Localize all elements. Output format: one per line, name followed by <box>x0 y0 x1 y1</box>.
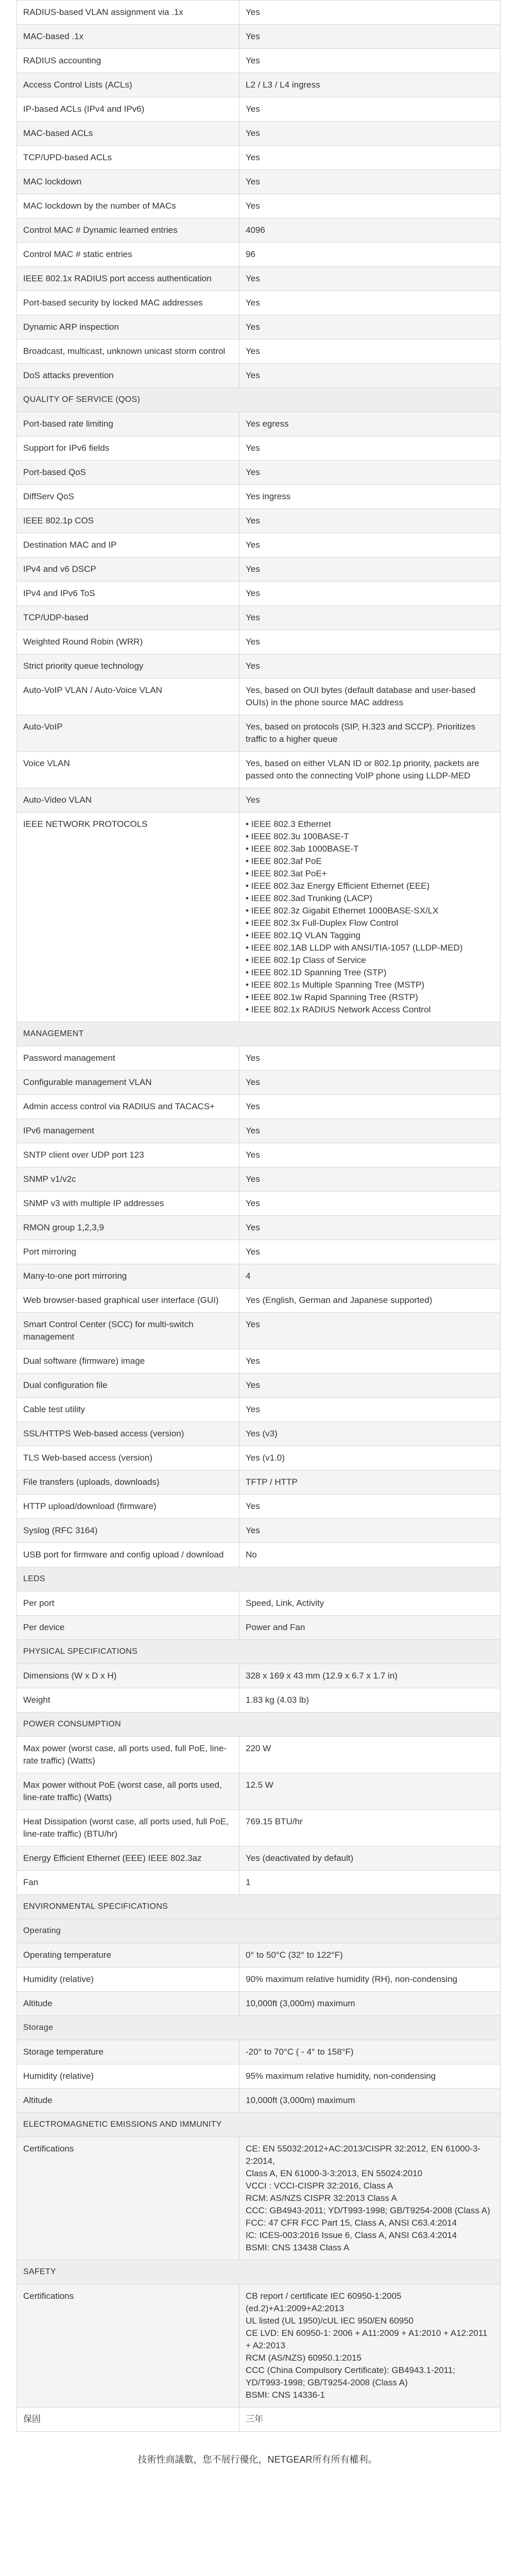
spec-row <box>17 1312 500 1349</box>
section-title: LEDS <box>23 1574 45 1583</box>
spec-value: Yes <box>246 1174 260 1184</box>
section-header-row <box>17 2112 500 2137</box>
spec-row <box>17 2407 500 2431</box>
spec-value: 0° to 50°C (32° to 122°F) <box>246 1950 343 1960</box>
spec-label: Energy Efficient Ethernet (EEE) IEEE 802.3az <box>17 1846 239 1870</box>
spec-label: MAC-based ACLs <box>17 122 239 145</box>
spec-row <box>17 2040 500 2064</box>
spec-row <box>17 315 500 339</box>
spec-row <box>17 1494 500 1518</box>
spec-row <box>17 1688 500 1712</box>
spec-value: Yes <box>246 7 260 17</box>
section-header-row <box>17 1894 500 1919</box>
spec-label: IPv6 management <box>17 1119 239 1143</box>
spec-row <box>17 266 500 291</box>
spec-row <box>17 1373 500 1397</box>
spec-row <box>17 0 500 24</box>
spec-label: IEEE 802.1p COS <box>17 509 239 533</box>
spec-value: Yes <box>246 1526 260 1535</box>
spec-value: Yes <box>246 443 260 453</box>
spec-value: Yes <box>246 370 260 380</box>
section-header-row <box>17 387 500 412</box>
spec-row <box>17 605 500 630</box>
spec-label: Control MAC # Dynamic learned entries <box>17 218 239 242</box>
spec-label: DoS attacks prevention <box>17 364 239 387</box>
spec-label: RMON group 1,2,3,9 <box>17 1216 239 1240</box>
spec-row <box>17 1264 500 1288</box>
section-title: PHYSICAL SPECIFICATIONS <box>23 1647 138 1656</box>
section-title: Storage <box>23 2023 54 2032</box>
spec-label: Cable test utility <box>17 1398 239 1421</box>
spec-value: -20° to 70°C ( - 4° to 158°F) <box>246 2047 354 2057</box>
spec-value: Yes <box>246 1319 260 1329</box>
spec-label: SNMP v3 with multiple IP addresses <box>17 1192 239 1215</box>
section-title: SAFETY <box>23 2267 57 2276</box>
spec-value: Yes <box>246 1247 260 1257</box>
spec-label: MAC-based .1x <box>17 25 239 48</box>
spec-row <box>17 751 500 788</box>
spec-value: 4096 <box>246 225 265 235</box>
spec-value: CB report / certificate IEC 60950-1:2005 (ed.2)+A1:2009+A2:2013 UL listed (UL 1950)/cUL IEC 950/EN 60950 CE LVD: EN 60950-1: 2006 + A11:2009 + A1:2010 + A12:2011 + A2:2013 RCM (AS/NZS) 60950.1:2015 CCC (China Compulsory Certificate): GB4943.1-2011; YD/T993-1998; GB/T9254-2008 (Class A) BSMI: CNS 14336-1 <box>246 2291 488 2400</box>
spec-row <box>17 412 500 436</box>
spec-table <box>16 0 501 2432</box>
footer-note: 技術性商議數，您不展行優化，NETGEAR所有所有權利。 <box>138 2454 377 2465</box>
spec-row <box>17 48 500 73</box>
spec-row <box>17 2284 500 2407</box>
spec-value: 769.15 BTU/hr <box>246 1817 303 1826</box>
spec-value: Yes ingress <box>246 492 291 501</box>
spec-row <box>17 1543 500 1567</box>
spec-label: Support for IPv6 fields <box>17 436 239 460</box>
spec-label: SNTP client over UDP port 123 <box>17 1143 239 1167</box>
spec-row <box>17 1349 500 1373</box>
spec-value: Yes (English, German and Japanese supported) <box>246 1295 433 1305</box>
spec-row <box>17 291 500 315</box>
spec-row <box>17 715 500 751</box>
spec-row <box>17 812 500 1022</box>
spec-value: Yes (deactivated by default) <box>246 1853 354 1863</box>
spec-label: RADIUS accounting <box>17 49 239 73</box>
spec-value: Yes <box>246 298 260 308</box>
spec-value: 220 W <box>246 1743 271 1753</box>
spec-label: Humidity (relative) <box>17 1968 239 1991</box>
spec-label: Syslog (RFC 3164) <box>17 1519 239 1543</box>
spec-label: Operating temperature <box>17 1943 239 1967</box>
spec-row <box>17 788 500 812</box>
spec-value: Yes <box>246 1126 260 1136</box>
spec-row <box>17 484 500 509</box>
spec-row <box>17 654 500 678</box>
spec-label: Dynamic ARP inspection <box>17 315 239 339</box>
spec-label: Altitude <box>17 2089 239 2112</box>
spec-label: TLS Web-based access (version) <box>17 1446 239 1470</box>
spec-row <box>17 460 500 484</box>
section-header-row <box>17 2015 500 2040</box>
spec-row <box>17 630 500 654</box>
spec-label: Humidity (relative) <box>17 2064 239 2088</box>
spec-label: Port-based rate limiting <box>17 412 239 436</box>
section-title: QUALITY OF SERVICE (QOS) <box>23 395 141 404</box>
spec-value: Yes <box>246 31 260 41</box>
spec-value: Yes <box>246 1198 260 1208</box>
spec-label: File transfers (uploads, downloads) <box>17 1470 239 1494</box>
spec-row <box>17 1591 500 1615</box>
spec-row <box>17 1615 500 1639</box>
spec-label: Storage temperature <box>17 2040 239 2064</box>
spec-label: Auto-VoIP <box>17 715 239 751</box>
section-title: ELECTROMAGNETIC EMISSIONS AND IMMUNITY <box>23 2120 222 2129</box>
spec-row <box>17 2088 500 2112</box>
spec-label: Control MAC # static entries <box>17 243 239 266</box>
spec-label: SSL/HTTPS Web-based access (version) <box>17 1422 239 1446</box>
spec-label: Web browser-based graphical user interface (GUI) <box>17 1289 239 1312</box>
spec-row <box>17 1288 500 1312</box>
spec-label: Per port <box>17 1591 239 1615</box>
spec-label: 保固 <box>17 2408 239 2431</box>
spec-label: Configurable management VLAN <box>17 1071 239 1094</box>
spec-row <box>17 533 500 557</box>
spec-row <box>17 1094 500 1118</box>
spec-label: IPv4 and v6 DSCP <box>17 557 239 581</box>
spec-row <box>17 218 500 242</box>
spec-row <box>17 1046 500 1070</box>
spec-value: Yes <box>246 588 260 598</box>
spec-value: Yes (v1.0) <box>246 1453 285 1463</box>
spec-row <box>17 1397 500 1421</box>
section-title: ENVIRONMENTAL SPECIFICATIONS <box>23 1902 168 1911</box>
section-header-row <box>17 1639 500 1664</box>
spec-row <box>17 1143 500 1167</box>
spec-value: Yes <box>246 152 260 162</box>
spec-label: Port-based security by locked MAC addresses <box>17 291 239 315</box>
spec-label: IPv4 and IPv6 ToS <box>17 582 239 605</box>
spec-label: IEEE 802.1x RADIUS port access authentication <box>17 267 239 291</box>
spec-label: DiffServ QoS <box>17 485 239 509</box>
spec-value: Yes <box>246 540 260 550</box>
spec-row <box>17 1736 500 1773</box>
spec-row <box>17 363 500 387</box>
spec-row <box>17 436 500 460</box>
section-header-row <box>17 1567 500 1591</box>
spec-row <box>17 121 500 145</box>
spec-value: Yes <box>246 637 260 647</box>
spec-value: Yes <box>246 467 260 477</box>
spec-label: Fan <box>17 1871 239 1894</box>
spec-value: 90% maximum relative humidity (RH), non-condensing <box>246 1974 457 1984</box>
spec-label: Auto-Video VLAN <box>17 788 239 812</box>
spec-row <box>17 1240 500 1264</box>
spec-value: 10,000ft (3,000m) maximum <box>246 1998 355 2008</box>
spec-label: TCP/UPD-based ACLs <box>17 146 239 170</box>
spec-value: Yes <box>246 177 260 187</box>
spec-value: Yes, based on OUI bytes (default database and user-based OUIs) in the phone source MAC address <box>246 685 476 707</box>
spec-value: Yes <box>246 128 260 138</box>
spec-value: Yes <box>246 1223 260 1232</box>
spec-label: Weighted Round Robin (WRR) <box>17 630 239 654</box>
spec-value: Yes <box>246 1501 260 1511</box>
spec-value: Yes <box>246 322 260 332</box>
spec-row <box>17 509 500 533</box>
section-header-row <box>17 1712 500 1736</box>
spec-value: Yes <box>246 1150 260 1160</box>
spec-label: Access Control Lists (ACLs) <box>17 73 239 97</box>
spec-value: Yes <box>246 56 260 65</box>
spec-label: Admin access control via RADIUS and TACACS+ <box>17 1095 239 1118</box>
spec-label: Max power without PoE (worst case, all ports used, line-rate traffic) (Watts) <box>17 1773 239 1809</box>
spec-value: Yes <box>246 661 260 671</box>
spec-label: HTTP upload/download (firmware) <box>17 1495 239 1518</box>
section-title: MANAGEMENT <box>23 1029 84 1038</box>
spec-value: 4 <box>246 1271 251 1281</box>
spec-label: Dual software (firmware) image <box>17 1349 239 1373</box>
spec-value: Yes <box>246 564 260 574</box>
spec-label: Altitude <box>17 1992 239 2015</box>
spec-label: Voice VLAN <box>17 752 239 788</box>
spec-value: 10,000ft (3,000m) maximum <box>246 2095 355 2105</box>
spec-value: Power and Fan <box>246 1622 305 1632</box>
spec-value: Yes <box>246 613 260 622</box>
spec-row <box>17 194 500 218</box>
spec-label: Port-based QoS <box>17 461 239 484</box>
spec-row <box>17 1991 500 2015</box>
spec-row <box>17 1470 500 1494</box>
spec-row <box>17 1809 500 1846</box>
spec-row <box>17 1846 500 1870</box>
spec-value: 1.83 kg (4.03 lb) <box>246 1695 309 1705</box>
spec-row <box>17 2064 500 2088</box>
spec-label: TCP/UDP-based <box>17 606 239 630</box>
spec-value: 95% maximum relative humidity, non-condensing <box>246 2071 436 2081</box>
spec-value: Yes egress <box>246 419 289 429</box>
spec-label: USB port for firmware and config upload / download <box>17 1543 239 1567</box>
spec-value: 1 <box>246 1877 251 1887</box>
spec-value: L2 / L3 / L4 ingress <box>246 80 320 90</box>
spec-label: SNMP v1/v2c <box>17 1167 239 1191</box>
spec-row <box>17 1421 500 1446</box>
spec-value: Yes <box>246 1077 260 1087</box>
spec-label: RADIUS-based VLAN assignment via .1x <box>17 1 239 24</box>
spec-row <box>17 1773 500 1809</box>
spec-row <box>17 1167 500 1191</box>
spec-value: Yes <box>246 795 260 805</box>
spec-row <box>17 242 500 266</box>
spec-value: Yes (v3) <box>246 1429 278 1438</box>
spec-row <box>17 1518 500 1543</box>
section-header-row <box>17 1022 500 1046</box>
spec-row <box>17 678 500 715</box>
spec-label: MAC lockdown <box>17 170 239 194</box>
spec-row <box>17 1070 500 1094</box>
spec-value: Yes <box>246 1101 260 1111</box>
spec-value: 12.5 W <box>246 1780 273 1790</box>
spec-label: MAC lockdown by the number of MACs <box>17 194 239 218</box>
spec-row <box>17 1215 500 1240</box>
spec-label: Broadcast, multicast, unknown unicast storm control <box>17 340 239 363</box>
section-header-row <box>17 1919 500 1943</box>
spec-row <box>17 581 500 605</box>
spec-value: • IEEE 802.3 Ethernet • IEEE 802.3u 100BASE-T • IEEE 802.3ab 1000BASE-T • IEEE 802.3af PoE • IEEE 802.3at PoE+ • IEEE 802.3az Energy Efficient Ethernet (EEE) • IEEE 802.3ad Trunking (LACP) • IEEE 802.3z Gigabit Ethernet 1000BASE-SX/LX • IEEE 802.3x Full-Duplex Flow Control • IEEE 802.1Q VLAN Tagging • IEEE 802.1AB LLDP with ANSI/TIA-1057 (LLDP-MED) • IEEE 802.1p Class of Service • IEEE 802.1D Spanning Tree (STP) • IEEE 802.1s Multiple Spanning Tree (MSTP) • IEEE 802.1w Rapid Spanning Tree (RSTP) • IEEE 802.1x RADIUS Network Access Control <box>246 819 463 1014</box>
section-header-row <box>17 2260 500 2284</box>
spec-value: TFTP / HTTP <box>246 1477 298 1487</box>
spec-label: Many-to-one port mirroring <box>17 1264 239 1288</box>
spec-label: Destination MAC and IP <box>17 533 239 557</box>
spec-value: Speed, Link, Activity <box>246 1598 324 1608</box>
spec-label: Dimensions (W x D x H) <box>17 1664 239 1688</box>
spec-label: Heat Dissipation (worst case, all ports used, full PoE, line-rate traffic) (BTU/hr) <box>17 1810 239 1846</box>
spec-value: Yes, based on either VLAN ID or 802.1p priority, packets are passed onto the connecting VoIP phone using LLDP-MED <box>246 758 479 781</box>
spec-row <box>17 557 500 581</box>
spec-label: Certifications <box>17 2284 239 2407</box>
spec-label: Smart Control Center (SCC) for multi-switch management <box>17 1313 239 1349</box>
spec-label: Per device <box>17 1616 239 1639</box>
spec-row <box>17 1664 500 1688</box>
spec-value: 三年 <box>246 2414 263 2424</box>
spec-row <box>17 1446 500 1470</box>
spec-label: Weight <box>17 1688 239 1712</box>
spec-row <box>17 1967 500 1991</box>
spec-label: Password management <box>17 1046 239 1070</box>
spec-row <box>17 1118 500 1143</box>
spec-value: Yes, based on protocols (SIP, H.323 and SCCP). Prioritizes traffic to a higher queue <box>246 722 476 744</box>
section-title: Operating <box>23 1926 61 1935</box>
spec-row <box>17 97 500 121</box>
spec-value: Yes <box>246 516 260 526</box>
spec-label: Strict priority queue technology <box>17 654 239 678</box>
spec-value: Yes <box>246 1380 260 1390</box>
spec-label: IEEE NETWORK PROTOCOLS <box>17 812 239 1022</box>
section-title: POWER CONSUMPTION <box>23 1720 121 1728</box>
spec-value: Yes <box>246 274 260 283</box>
spec-row <box>17 73 500 97</box>
spec-value: 328 x 169 x 43 mm (12.9 x 6.7 x 1.7 in) <box>246 1671 398 1681</box>
spec-row <box>17 24 500 48</box>
spec-value: Yes <box>246 201 260 211</box>
spec-label: Certifications <box>17 2137 239 2260</box>
spec-row <box>17 1870 500 1894</box>
spec-label: Port mirroring <box>17 1240 239 1264</box>
spec-row <box>17 145 500 170</box>
spec-value: CE: EN 55032:2012+AC:2013/CISPR 32:2012, EN 61000-3-2:2014, Class A, EN 61000-3-3:2013, EN 55024:2010 VCCI : VCCI-CISPR 32:2016, Class A RCM: AS/NZS CISPR 32:2013 Class A CCC: GB4943-2011; YD/T993-1998; GB/T9254-2008 (Class A) FCC: 47 CFR FCC Part 15, Class A, ANSI C63.4:2014 IC: ICES-003:2016 Issue 6, Class A, ANSI C63.4:2014 BSMI: CNS 13438 Class A <box>246 2144 490 2252</box>
spec-label: Auto-VoIP VLAN / Auto-Voice VLAN <box>17 679 239 715</box>
spec-row <box>17 2137 500 2260</box>
spec-value: Yes <box>246 346 260 356</box>
spec-row <box>17 1943 500 1967</box>
spec-value: Yes <box>246 1053 260 1063</box>
spec-value: Yes <box>246 1404 260 1414</box>
spec-row <box>17 170 500 194</box>
spec-label: Max power (worst case, all ports used, full PoE, line-rate traffic) (Watts) <box>17 1737 239 1773</box>
spec-label: IP-based ACLs (IPv4 and IPv6) <box>17 97 239 121</box>
spec-label: Dual configuration file <box>17 1374 239 1397</box>
spec-value: No <box>246 1550 257 1560</box>
spec-value: Yes <box>246 1356 260 1366</box>
spec-value: 96 <box>246 249 255 259</box>
spec-row <box>17 1191 500 1215</box>
spec-value: Yes <box>246 104 260 114</box>
spec-row <box>17 339 500 363</box>
